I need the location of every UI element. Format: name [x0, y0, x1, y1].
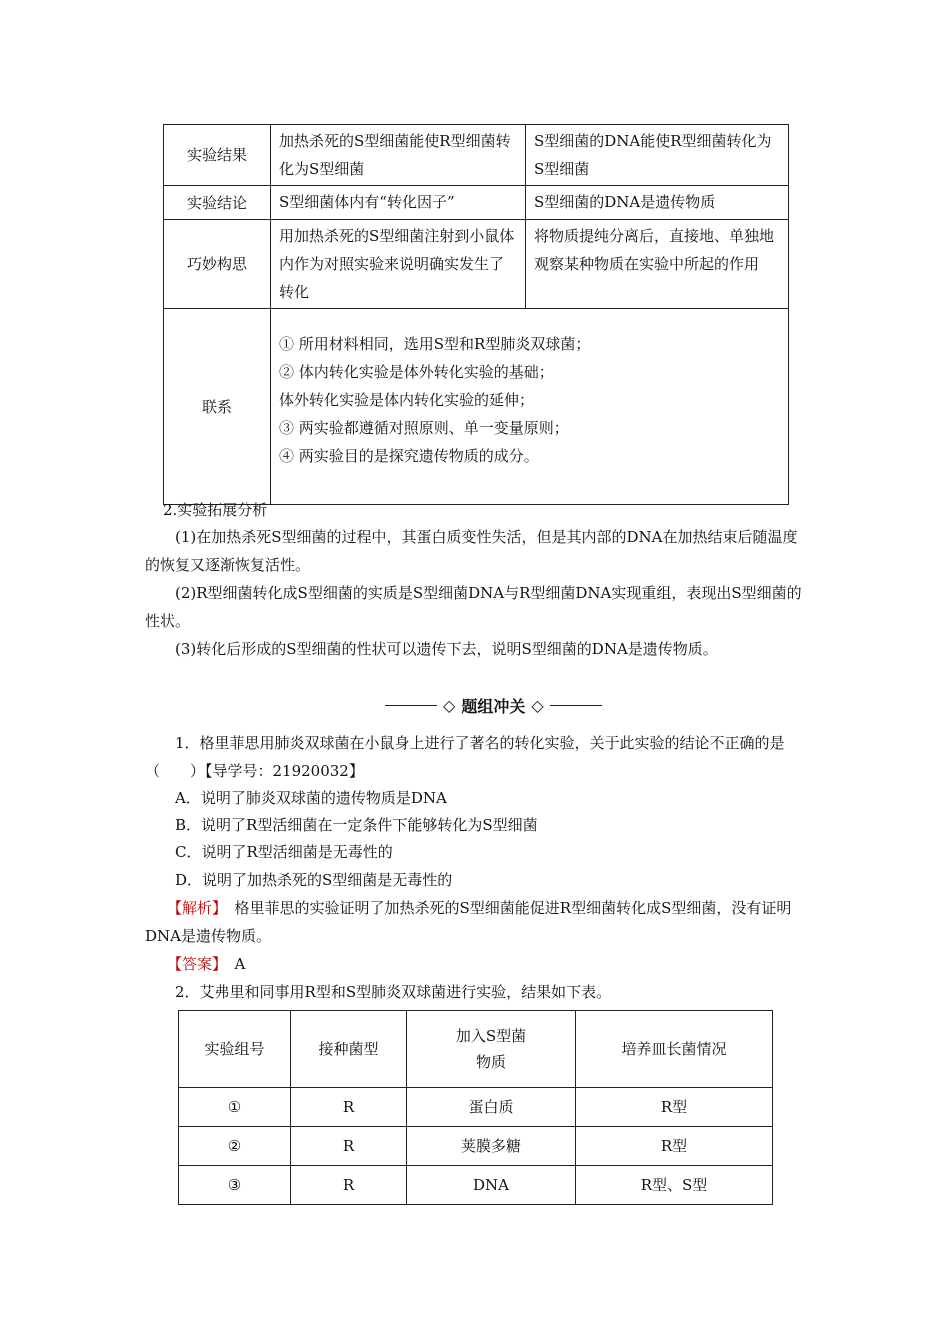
section-title	[385, 694, 635, 717]
table-cell: S型细菌的DNA是遗传物质	[526, 186, 789, 220]
table-cell: R	[291, 1127, 407, 1166]
link-cell	[271, 309, 789, 505]
table-cell: R	[291, 1166, 407, 1205]
table-cell: R型	[576, 1088, 773, 1127]
table-row	[179, 1166, 773, 1205]
column-header: 接种菌型	[291, 1011, 407, 1088]
answer-text: A	[219, 955, 246, 973]
results-table	[178, 1010, 773, 1205]
table-cell: 荚膜多糖	[407, 1127, 576, 1166]
table-cell: S型细菌的DNA能使R型细菌转化为S型细菌	[526, 125, 789, 186]
table-cell: 蛋白质	[407, 1088, 576, 1127]
analysis-text: 格里菲思的实验证明了加热杀死的S型细菌能促进R型细菌转化成S型细菌，没有证明DNA是遗传物质。	[145, 899, 792, 945]
row-label: 联系	[164, 309, 271, 505]
column-header: 加入S型菌物质	[407, 1011, 576, 1088]
link-item: ③ 两实验都遵循对照原则、单一变量原则；	[279, 418, 569, 437]
link-item: 体外转化实验是体内转化实验的延伸；	[279, 390, 535, 409]
analysis-block	[145, 894, 807, 950]
table-row	[164, 125, 789, 186]
table-cell: ③	[179, 1166, 291, 1205]
table-cell: R型、S型	[576, 1166, 773, 1205]
question-stem: 2．艾弗里和同事用R型和S型肺炎双球菌进行实验，结果如下表。	[175, 983, 612, 1001]
option-d: D．说明了加热杀死的S型细菌是无毒性的	[175, 871, 453, 889]
analysis-paragraph: (3)转化后形成的S型细菌的性状可以遗传下去，说明S型细菌的DNA是遗传物质。	[175, 640, 718, 658]
table-cell: R型	[576, 1127, 773, 1166]
table-cell: ①	[179, 1088, 291, 1127]
diamond-icon: ◇	[443, 696, 456, 715]
answer-tag: 【答案】	[167, 955, 220, 973]
table-cell: 用加热杀死的S型细菌注射到小鼠体内作为对照实验来说明确实发生了转化	[271, 220, 526, 309]
table-cell: ②	[179, 1127, 291, 1166]
table-row	[164, 186, 789, 220]
row-label: 实验结论	[164, 186, 271, 220]
link-item: ① 所用材料相同，选用S型和R型肺炎双球菌；	[279, 334, 591, 353]
option-c: C．说明了R型活细菌是无毒性的	[175, 843, 393, 861]
column-header: 培养皿长菌情况	[576, 1011, 773, 1088]
question-stem: 1．格里菲思用肺炎双球菌在小鼠身上进行了著名的转化实验，关于此实验的结论不正确的是 （ ）【导学号：21920032】	[145, 734, 800, 780]
divider	[385, 705, 437, 706]
analysis-tag: 【解析】	[167, 899, 220, 917]
divider	[550, 705, 602, 706]
table-header-row	[179, 1011, 773, 1088]
diamond-icon: ◇	[531, 696, 544, 715]
row-label: 实验结果	[164, 125, 271, 186]
analysis-heading: 2.实验拓展分析	[163, 501, 268, 519]
table-cell: S型细菌体内有“转化因子”	[271, 186, 526, 220]
option-b: B．说明了R型活细菌在一定条件下能够转化为S型细菌	[175, 816, 538, 834]
table-cell: R	[291, 1088, 407, 1127]
link-item: ④ 两实验目的是探究遗传物质的成分。	[279, 446, 539, 465]
table-cell: DNA	[407, 1166, 576, 1205]
analysis-paragraph: (2)R型细菌转化成S型细菌的实质是S型细菌DNA与R型细菌DNA实现重组，表现出S型细菌的性状。	[145, 584, 802, 630]
link-item: ② 体内转化实验是体外转化实验的基础；	[279, 362, 554, 381]
table-row	[179, 1127, 773, 1166]
table-row	[164, 220, 789, 309]
table-cell: 加热杀死的S型细菌能使R型细菌转化为S型细菌	[271, 125, 526, 186]
answer-block	[167, 950, 829, 978]
section-title-text: 题组冲关	[461, 697, 526, 716]
table-cell: 将物质提纯分离后，直接地、单独地观察某种物质在实验中所起的作用	[526, 220, 789, 309]
analysis-paragraph: (1)在加热杀死S型细菌的过程中，其蛋白质变性失活，但是其内部的DNA在加热结束后随温度的恢复又逐渐恢复活性。	[145, 528, 798, 574]
row-label: 巧妙构思	[164, 220, 271, 309]
table-row	[164, 309, 789, 505]
column-header: 实验组号	[179, 1011, 291, 1088]
option-a: A．说明了肺炎双球菌的遗传物质是DNA	[175, 789, 447, 807]
table-row	[179, 1088, 773, 1127]
comparison-table	[163, 124, 789, 505]
